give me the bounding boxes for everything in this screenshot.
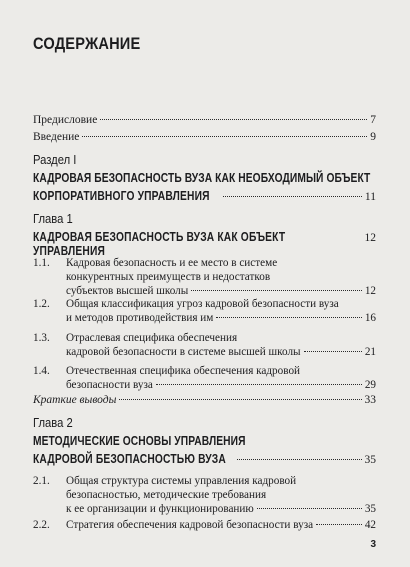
toc-entry-1-1[interactable] (33, 256, 376, 298)
entry-last-line (66, 311, 376, 325)
entry-line: конкурентных преимуществ и недостатков (66, 271, 271, 283)
chapter2-title-text: МЕТОДИЧЕСКИЕ ОСНОВЫ УПРАВЛЕНИЯ (33, 434, 246, 448)
entry-number: 1.3. (33, 332, 50, 344)
chapter1-label: Глава 1 (33, 212, 73, 226)
dot-leader (82, 136, 367, 137)
dot-leader (257, 508, 362, 509)
toc-entry-chapter2[interactable] (33, 452, 376, 467)
entry-number: 1.4. (33, 365, 50, 377)
page-title: СОДЕРЖАНИЕ (33, 34, 141, 53)
part-title-line1 (33, 170, 410, 186)
entry-text (66, 518, 376, 532)
entry-line: Кадровая безопасность и ее место в системе (66, 257, 278, 269)
toc-entry-summary[interactable] (33, 393, 376, 407)
entry-page: 42 (364, 519, 376, 531)
entry-text (66, 364, 376, 392)
dot-leader (304, 351, 362, 352)
entry-number: 2.2. (33, 519, 50, 531)
toc-entry-1-2[interactable] (33, 297, 376, 325)
dot-leader (237, 459, 361, 460)
chapter2-title-line2: КАДРОВОЙ БЕЗОПАСНОСТЬЮ ВУЗА (33, 452, 226, 466)
entry-page: 35 (364, 503, 376, 515)
entry-last-line (66, 378, 376, 392)
toc-entry-1-4[interactable] (33, 364, 376, 392)
entry-last-line (66, 284, 376, 298)
entry-page: 35 (364, 454, 376, 466)
chapter1-title: КАДРОВАЯ БЕЗОПАСНОСТЬ ВУЗА КАК ОБЪЕКТ УПРАВЛЕНИЯ (33, 230, 286, 258)
entry-page: 21 (364, 346, 376, 358)
entry-page: 16 (364, 312, 376, 324)
dot-leader (156, 384, 362, 385)
entry-number: 1.2. (33, 298, 50, 310)
toc-entry-intro[interactable] (33, 130, 376, 144)
toc-entry-1-3[interactable] (33, 331, 376, 359)
toc-entry-2-2[interactable] (33, 518, 376, 532)
toc-entry-2-1[interactable] (33, 474, 376, 516)
entry-label: Введение (33, 131, 80, 143)
entry-text (66, 256, 376, 298)
chapter2-title-line1 (33, 433, 292, 449)
toc-entry-preface[interactable] (33, 113, 376, 127)
entry-last-line (66, 518, 376, 532)
entry-page: 12 (364, 285, 376, 297)
entry-line: безопасностью, методические требования (66, 489, 267, 501)
part-title-line2: КОРПОРАТИВНОГО УПРАВЛЕНИЯ (33, 189, 210, 203)
entry-number: 2.1. (33, 475, 50, 487)
entry-last-line (66, 502, 376, 516)
entry-line: безопасности вуза (66, 379, 153, 391)
entry-page: 11 (364, 191, 376, 203)
entry-page: 12 (364, 232, 376, 244)
entry-line: Общая структура системы управления кадровой (66, 475, 297, 487)
part-label: Раздел I (33, 153, 77, 167)
dot-leader (316, 524, 362, 525)
entry-label: Предисловие (33, 114, 98, 126)
entry-text (66, 297, 376, 325)
entry-line: субъектов высшей школы (66, 285, 189, 297)
entry-line: Отечественная специфика обеспечения кадровой (66, 365, 301, 377)
entry-page: 29 (364, 379, 376, 391)
entry-label: Краткие выводы (33, 394, 117, 406)
dot-leader (100, 119, 367, 120)
entry-line: и методов противодействия им (66, 312, 214, 324)
chapter2-label: Глава 2 (33, 416, 73, 430)
entry-line: кадровой безопасности в системе высшей школы (66, 346, 301, 358)
entry-page: 33 (364, 394, 376, 406)
entry-page: 7 (370, 114, 376, 126)
entry-line: к ее организации и функционированию (66, 503, 254, 515)
entry-line: Общая классификация угроз кадровой безопасности вуза (66, 298, 339, 310)
entry-text (66, 474, 376, 516)
entry-last-line (66, 345, 376, 359)
dot-leader (223, 196, 362, 197)
page-number: 3 (370, 539, 376, 550)
dot-leader (119, 399, 361, 400)
part-title-text: КАДРОВАЯ БЕЗОПАСНОСТЬ ВУЗА КАК НЕОБХОДИМЫЙ ОБЪЕКТ (33, 171, 371, 185)
entry-line: Отраслевая специфика обеспечения (66, 332, 238, 344)
dot-leader (216, 317, 361, 318)
toc-entry-chapter1[interactable] (33, 230, 376, 258)
toc-entry-part1[interactable] (33, 189, 376, 204)
entry-line: Стратегия обеспечения кадровой безопасности вуза (66, 519, 314, 531)
dot-leader (191, 290, 362, 291)
entry-text (66, 331, 376, 359)
entry-number: 1.1. (33, 257, 50, 269)
entry-page: 9 (370, 131, 376, 143)
